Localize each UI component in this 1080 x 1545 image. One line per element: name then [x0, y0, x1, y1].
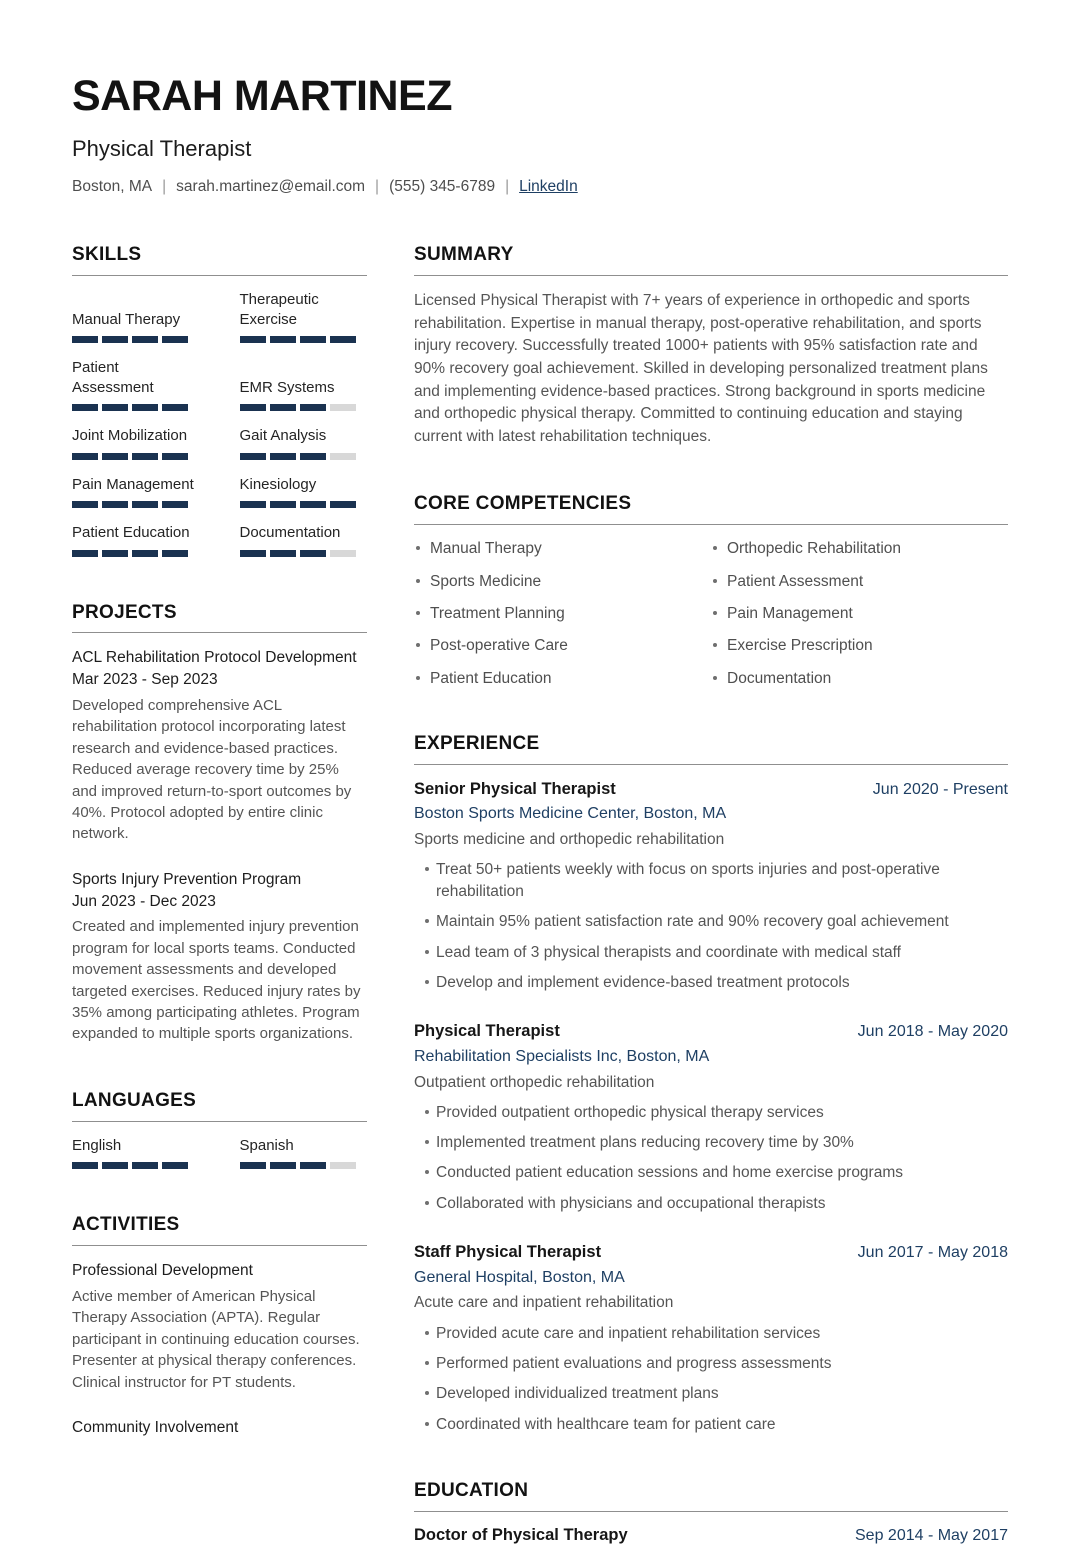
- bar-segment: [270, 1162, 296, 1169]
- skill-label: Joint Mobilization: [72, 427, 188, 445]
- bar-segment: [300, 336, 326, 343]
- section-languages: [72, 1091, 367, 1169]
- bar-segment: [102, 550, 128, 557]
- skill-label: Pain Management: [72, 475, 194, 493]
- bar-segment: [132, 1162, 158, 1169]
- education-list: [414, 1526, 1008, 1545]
- linkedin-link[interactable]: LinkedIn: [519, 177, 578, 195]
- bar-segment: [330, 550, 356, 557]
- skill-item: [240, 475, 368, 509]
- bar-segment: [300, 550, 326, 557]
- bar-segment: [330, 501, 356, 508]
- skill-label: Documentation: [239, 524, 341, 542]
- job-company: Boston Sports Medicine Center, Boston, MA: [414, 805, 727, 823]
- bar-segment: [300, 453, 326, 460]
- bar-segment: [330, 404, 356, 411]
- job-bullets: [414, 1102, 1008, 1215]
- projects-list: [72, 647, 367, 1044]
- job-title: Staff Physical Therapist: [414, 1243, 602, 1262]
- section-summary: [414, 245, 1008, 448]
- skill-label: Therapeutic Exercise: [239, 291, 319, 328]
- activity-title: Professional Development: [72, 1262, 253, 1280]
- skill-bar: [240, 501, 368, 508]
- skill-label: Gait Analysis: [239, 427, 327, 445]
- bar-segment: [72, 501, 98, 508]
- job-header: [414, 1021, 1008, 1042]
- person-name: SARAH MARTINEZ: [72, 72, 452, 120]
- bar-segment: [240, 453, 266, 460]
- competency-item: Treatment Planning: [414, 604, 711, 623]
- project-description: Created and implemented injury prevention program for local sports teams. Conducted movement assessments and developed targeted exercises. Reduced injury rates by 35% among participating athletes. Program expanded to multiple sports organizations.: [72, 918, 361, 1043]
- job-bullet: Provided outpatient orthopedic physical therapy services: [414, 1102, 1008, 1123]
- languages-heading: LANGUAGES: [72, 1091, 367, 1122]
- job-company: Rehabilitation Specialists Inc, Boston, MA: [414, 1047, 710, 1065]
- bar-segment: [330, 453, 356, 460]
- bar-segment: [300, 1162, 326, 1169]
- job-item: [414, 779, 1008, 993]
- project-item: [72, 647, 367, 844]
- skill-bar: [240, 453, 368, 460]
- job-dates: Jun 2017 - May 2018: [857, 1244, 1008, 1262]
- activities-heading: ACTIVITIES: [72, 1215, 367, 1246]
- project-item: [72, 869, 367, 1045]
- education-degree: Doctor of Physical Therapy: [414, 1525, 628, 1544]
- job-item: [414, 1242, 1008, 1435]
- project-dates: Jun 2023 - Dec 2023: [72, 892, 216, 910]
- bar-segment: [270, 453, 296, 460]
- competency-item: Documentation: [711, 669, 1008, 688]
- bar-segment: [132, 550, 158, 557]
- skill-item: [240, 378, 368, 412]
- bar-segment: [132, 453, 158, 460]
- project-title: ACL Rehabilitation Protocol Development: [72, 649, 357, 667]
- right-column: [414, 245, 1008, 1545]
- bar-segment: [240, 1162, 266, 1169]
- bar-segment: [162, 550, 188, 557]
- skills-heading: SKILLS: [72, 245, 367, 276]
- skill-item: [72, 426, 200, 460]
- contact-email: sarah.martinez@email.com: [176, 177, 366, 195]
- education-heading: EDUCATION: [414, 1481, 1008, 1512]
- job-bullet: Maintain 95% patient satisfaction rate and 90% recovery goal achievement: [414, 911, 1008, 932]
- bar-segment: [330, 1162, 356, 1169]
- content-columns: [72, 245, 1008, 1545]
- job-bullet: Lead team of 3 physical therapists and coordinate with medical staff: [414, 942, 1008, 963]
- section-core-competencies: [414, 494, 1008, 688]
- bar-segment: [72, 550, 98, 557]
- competency-item: Post-operative Care: [414, 636, 711, 655]
- skill-bar: [240, 404, 368, 411]
- job-header: [414, 1242, 1008, 1263]
- job-description: Sports medicine and orthopedic rehabilitation: [414, 831, 725, 849]
- contact-separator: |: [375, 177, 380, 195]
- skill-item: [72, 358, 200, 411]
- experience-list: [414, 779, 1008, 1435]
- bar-segment: [162, 336, 188, 343]
- projects-heading: PROJECTS: [72, 603, 367, 634]
- bar-segment: [72, 404, 98, 411]
- section-experience: [414, 734, 1008, 1435]
- job-company: General Hospital, Boston, MA: [414, 1268, 625, 1286]
- competency-item: Patient Education: [414, 669, 711, 688]
- job-bullet: Collaborated with physicians and occupational therapists: [414, 1193, 1008, 1214]
- skill-item: [240, 426, 368, 460]
- contact-line: [72, 178, 1008, 197]
- languages-grid: [72, 1136, 367, 1170]
- person-job-title: Physical Therapist: [72, 136, 252, 162]
- skills-grid: [72, 290, 367, 557]
- activity-item: [72, 1260, 367, 1393]
- language-item: [240, 1136, 368, 1170]
- bar-segment: [300, 501, 326, 508]
- core-competencies-heading: CORE COMPETENCIES: [414, 494, 1008, 525]
- bar-segment: [270, 404, 296, 411]
- bar-segment: [102, 453, 128, 460]
- language-label: English: [72, 1136, 122, 1154]
- bar-segment: [240, 404, 266, 411]
- education-dates: Sep 2014 - May 2017: [855, 1526, 1008, 1544]
- skill-bar: [72, 453, 200, 460]
- bar-segment: [270, 550, 296, 557]
- skill-bar: [72, 501, 200, 508]
- bar-segment: [162, 501, 188, 508]
- skill-label: Manual Therapy: [72, 310, 181, 328]
- competency-item: Orthopedic Rehabilitation: [711, 539, 1008, 558]
- bar-segment: [132, 501, 158, 508]
- bar-segment: [72, 453, 98, 460]
- job-bullet: Develop and implement evidence-based treatment protocols: [414, 972, 1008, 993]
- competency-item: Patient Assessment: [711, 572, 1008, 591]
- skill-bar: [72, 404, 200, 411]
- bar-segment: [102, 501, 128, 508]
- job-bullet: Treat 50+ patients weekly with focus on sports injuries and post-operative rehabilitation: [414, 859, 1008, 902]
- job-item: [414, 1021, 1008, 1214]
- competency-item: Exercise Prescription: [711, 636, 1008, 655]
- job-description: Outpatient orthopedic rehabilitation: [414, 1073, 655, 1091]
- competency-item: Pain Management: [711, 604, 1008, 623]
- skill-item: [240, 523, 368, 557]
- activity-title: Community Involvement: [72, 1419, 239, 1436]
- job-description: Acute care and inpatient rehabilitation: [414, 1294, 674, 1312]
- skill-item: [240, 290, 368, 343]
- section-projects: [72, 603, 367, 1045]
- experience-heading: EXPERIENCE: [414, 734, 1008, 765]
- section-activities: [72, 1215, 367, 1438]
- contact-separator: |: [505, 177, 510, 195]
- summary-text: Licensed Physical Therapist with 7+ years of experience in orthopedic and sports rehabilitation. Expertise in manual therapy, post-operative rehabilitation, and sports injury recovery. Successfully treated 1000+ patients with 95% satisfaction rate and 90% recovery goal achievement. Skilled in developing personalized treatment plans and implementing evidence-based practices. Strong background in sports medicine and orthopedic physical therapy. Committed to continuing education and staying current with latest rehabilitation techniques.: [414, 292, 988, 445]
- bar-segment: [162, 404, 188, 411]
- job-bullets: [414, 859, 1008, 993]
- bar-segment: [240, 550, 266, 557]
- job-title: Senior Physical Therapist: [414, 780, 616, 799]
- core-competencies-list: [414, 539, 1008, 688]
- skill-bar: [240, 336, 368, 343]
- language-bar: [72, 1162, 200, 1169]
- job-bullet: Developed individualized treatment plans: [414, 1383, 1008, 1404]
- section-skills: [72, 245, 367, 556]
- job-dates: Jun 2020 - Present: [872, 781, 1008, 799]
- skill-bar: [240, 550, 368, 557]
- header: [72, 74, 1008, 196]
- bar-segment: [102, 404, 128, 411]
- job-bullet: Performed patient evaluations and progress assessments: [414, 1353, 1008, 1374]
- contact-phone: (555) 345-6789: [389, 177, 496, 195]
- activity-description: Active member of American Physical Therapy Association (APTA). Regular participant in continuing education courses. Presenter at physical therapy conferences. Clinical instructor for PT students.: [72, 1287, 360, 1391]
- language-label: Spanish: [239, 1136, 294, 1154]
- skill-label: Patient Assessment: [72, 359, 154, 396]
- skill-item: [72, 523, 200, 557]
- job-bullets: [414, 1323, 1008, 1436]
- skill-label: Kinesiology: [239, 475, 317, 493]
- skill-label: EMR Systems: [239, 378, 335, 396]
- competency-item: Manual Therapy: [414, 539, 711, 558]
- bar-segment: [270, 336, 296, 343]
- job-dates: Jun 2018 - May 2020: [857, 1023, 1008, 1041]
- skill-item: [72, 475, 200, 509]
- left-column: [72, 245, 367, 1443]
- bar-segment: [300, 404, 326, 411]
- activities-list: [72, 1260, 367, 1439]
- job-bullet: Implemented treatment plans reducing recovery time by 30%: [414, 1132, 1008, 1153]
- competency-item: Sports Medicine: [414, 572, 711, 591]
- project-title: Sports Injury Prevention Program: [72, 870, 302, 888]
- bar-segment: [162, 453, 188, 460]
- skill-label: Patient Education: [72, 524, 190, 542]
- job-header: [414, 779, 1008, 800]
- job-bullet: Provided acute care and inpatient rehabilitation services: [414, 1323, 1008, 1344]
- project-description: Developed comprehensive ACL rehabilitation protocol incorporating latest research and evidence-based practices. Reduced average recovery time by 25% and improved return-to-sport outcomes by 40%. Protocol adopted by entire clinic network.: [72, 696, 352, 843]
- job-title: Physical Therapist: [414, 1022, 560, 1041]
- bar-segment: [132, 404, 158, 411]
- job-bullet: Coordinated with healthcare team for patient care: [414, 1414, 1008, 1435]
- bar-segment: [72, 1162, 98, 1169]
- contact-location: Boston, MA: [72, 177, 153, 195]
- job-bullet: Conducted patient education sessions and home exercise programs: [414, 1162, 1008, 1183]
- language-item: [72, 1136, 200, 1170]
- bar-segment: [330, 336, 356, 343]
- contact-separator: |: [162, 177, 167, 195]
- language-bar: [240, 1162, 368, 1169]
- skill-bar: [72, 336, 200, 343]
- bar-segment: [240, 336, 266, 343]
- bar-segment: [240, 501, 266, 508]
- activity-item: [72, 1417, 367, 1439]
- bar-segment: [132, 336, 158, 343]
- bar-segment: [72, 336, 98, 343]
- bar-segment: [102, 336, 128, 343]
- section-education: [414, 1481, 1008, 1545]
- skill-item: [72, 310, 200, 344]
- bar-segment: [162, 1162, 188, 1169]
- bar-segment: [102, 1162, 128, 1169]
- project-dates: Mar 2023 - Sep 2023: [72, 671, 218, 689]
- bar-segment: [270, 501, 296, 508]
- education-item: [414, 1526, 1008, 1545]
- summary-heading: SUMMARY: [414, 245, 1008, 276]
- skill-bar: [72, 550, 200, 557]
